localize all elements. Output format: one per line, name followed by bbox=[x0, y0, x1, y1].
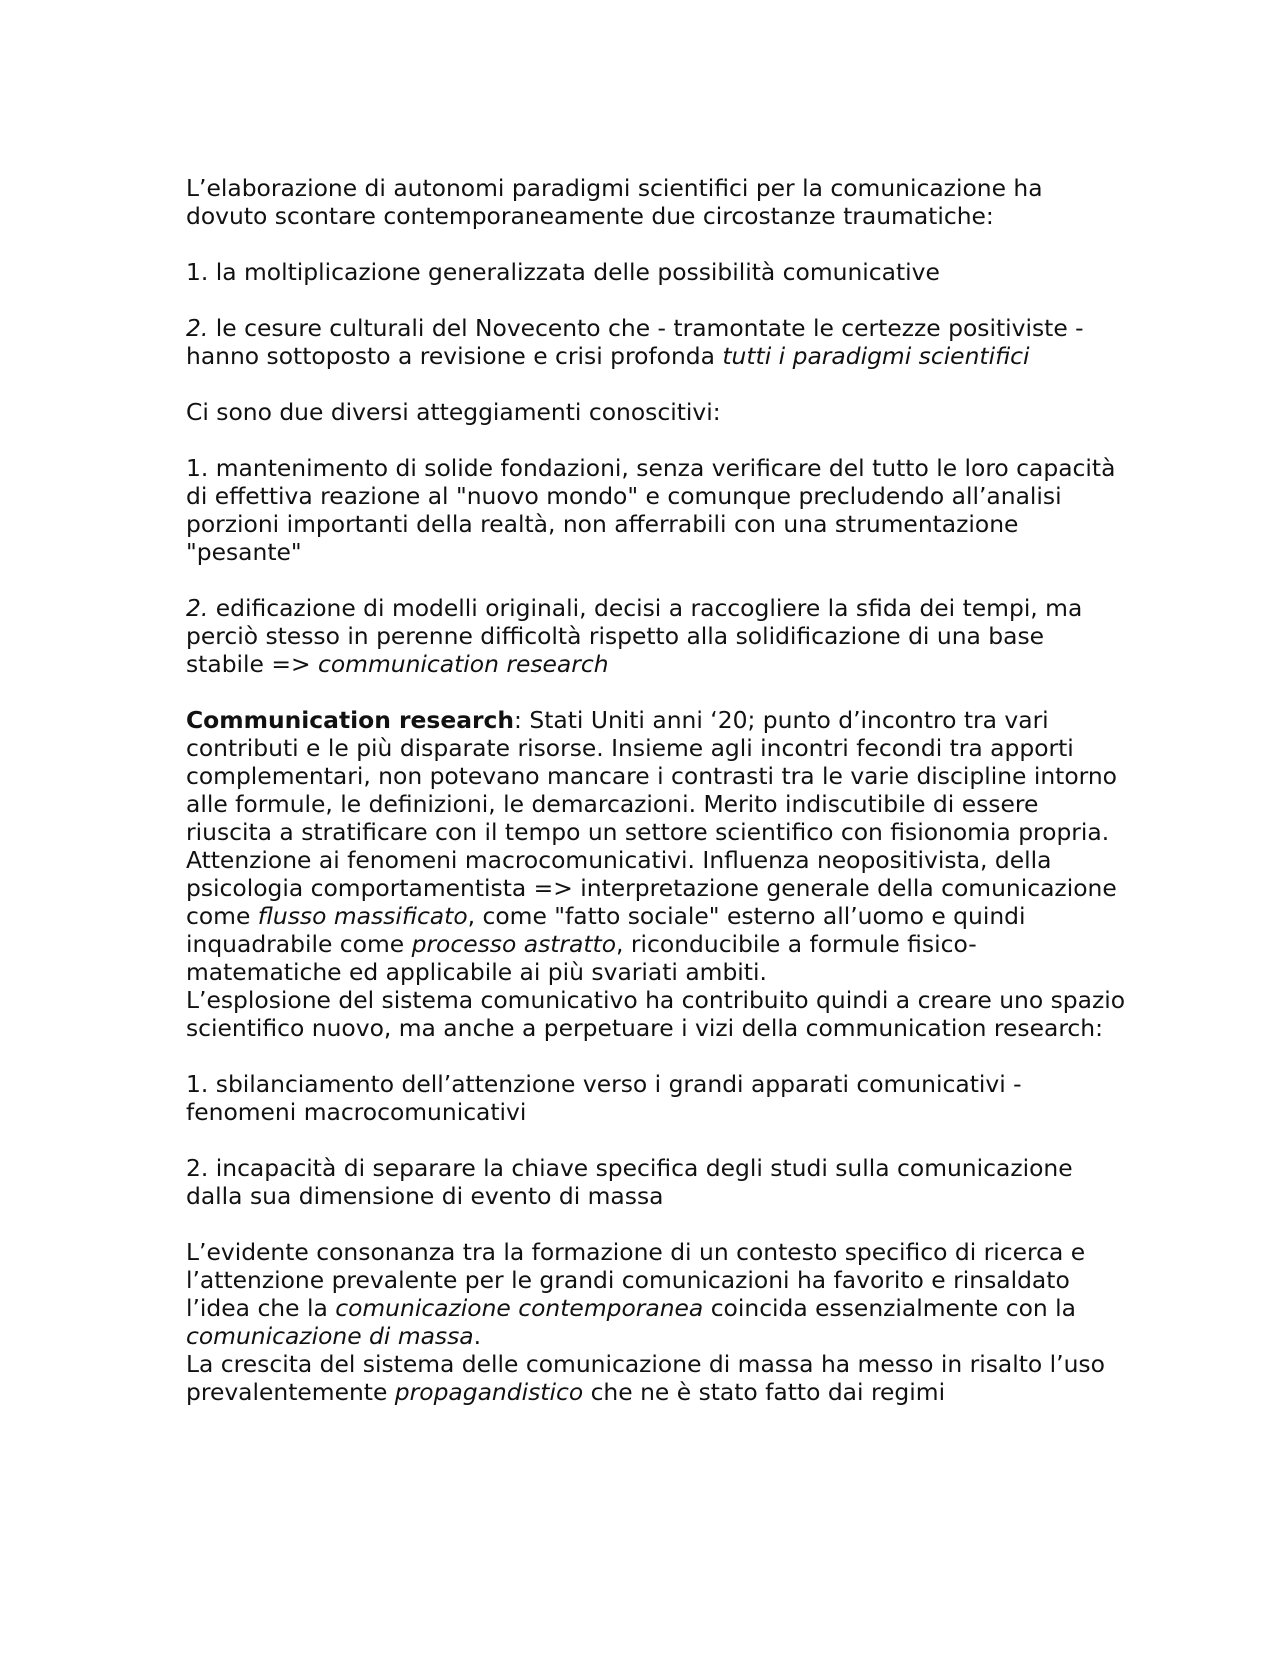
consonance-emphasis-2: comunicazione di massa bbox=[186, 1322, 474, 1350]
list-item-1-text: 1. la moltiplicazione generalizzata delle possibilità comunicative bbox=[186, 258, 940, 286]
communication-research-text-1: : Stati Uniti anni ‘20; punto d’incontro tra vari contributi e le più disparate risorse. Insieme agli incontri fecondi tra apporti complementari, non potevano mancare i contrasti tra le varie discipline intorno alle formule, le definizioni, le demarcazioni. Merito indiscutibile di essere riuscita a stratificare con il tempo un settore scientifico con fisionomia propria. Attenzione ai fenomeni macrocomunicativi. Influenza neopositivista, della psicologia comportamentista => interpretazione generale della comunicazione come bbox=[186, 706, 1117, 930]
attitude-item-1-text: 1. mantenimento di solide fondazioni, senza verificare del tutto le loro capacità di effettiva reazione al "nuovo mondo" e comunque precludendo all’analisi porzioni importanti della realtà, non afferrabili con una strumentazione "pesante" bbox=[186, 454, 1116, 566]
explosion-paragraph bbox=[186, 986, 1126, 1042]
intro-paragraph bbox=[186, 174, 1126, 230]
consonance-text-2: coincida essenzialmente con la bbox=[703, 1294, 1077, 1322]
growth-emphasis: propagandistico bbox=[394, 1378, 584, 1406]
list-item-2 bbox=[186, 314, 1126, 370]
attitudes-heading-text: Ci sono due diversi atteggiamenti conoscitivi: bbox=[186, 398, 721, 426]
consonance-text-3: . bbox=[473, 1322, 482, 1350]
list-item-2-emphasis: tutti i paradigmi scientifici bbox=[722, 342, 1030, 370]
communication-research-emphasis-2: processo astratto bbox=[411, 930, 617, 958]
consonance-emphasis-1: comunicazione contemporanea bbox=[335, 1294, 704, 1322]
consonance-paragraph bbox=[186, 1238, 1126, 1350]
vice-item-2 bbox=[186, 1154, 1126, 1210]
attitude-item-2-emphasis: communication research bbox=[318, 650, 609, 678]
attitude-item-1 bbox=[186, 454, 1126, 566]
communication-research-paragraph bbox=[186, 706, 1126, 986]
list-item-1 bbox=[186, 258, 1126, 286]
growth-text-2: che ne è stato fatto dai regimi bbox=[583, 1378, 946, 1406]
attitudes-heading bbox=[186, 398, 1126, 426]
vice-item-1 bbox=[186, 1070, 1126, 1126]
growth-paragraph bbox=[186, 1350, 1126, 1406]
attitude-item-2-text: edificazione di modelli originali, decisi a raccogliere la sfida dei tempi, ma perciò stesso in perenne difficoltà rispetto alla solidificazione di una base stabile => bbox=[186, 594, 1083, 678]
vice-item-1-text: 1. sbilanciamento dell’attenzione verso i grandi apparati comunicativi - fenomeni macrocomunicativi bbox=[186, 1070, 1022, 1126]
consonance-text-1: L’evidente consonanza tra la formazione di un contesto specifico di ricerca e l’attenzione prevalente per le grandi comunicazioni ha favorito e rinsaldato l’idea che la bbox=[186, 1238, 1086, 1322]
list-item-2-number: 2. bbox=[186, 314, 209, 342]
list-item-2-text: le cesure culturali del Novecento che - tramontate le certezze positiviste - hanno sottoposto a revisione e crisi profonda bbox=[186, 314, 1084, 370]
intro-text: L’elaborazione di autonomi paradigmi scientifici per la comunicazione ha dovuto scontare contemporaneamente due circostanze traumatiche: bbox=[186, 174, 1043, 230]
communication-research-term: Communication research bbox=[186, 706, 515, 734]
attitude-item-2 bbox=[186, 594, 1126, 678]
document-body bbox=[186, 174, 1126, 1406]
attitude-item-2-number: 2. bbox=[186, 594, 209, 622]
communication-research-text-3: , riconducibile a formule fisico-matematiche ed applicabile ai più svariati ambiti. bbox=[186, 930, 977, 986]
communication-research-emphasis-1: flusso massificato bbox=[257, 902, 468, 930]
explosion-text: L’esplosione del sistema comunicativo ha contribuito quindi a creare uno spazio scientifico nuovo, ma anche a perpetuare i vizi della communication research: bbox=[186, 986, 1126, 1042]
growth-text-1: La crescita del sistema delle comunicazione di massa ha messo in risalto l’uso prevalentemente bbox=[186, 1350, 1105, 1406]
communication-research-text-2: , come "fatto sociale" esterno all’uomo e quindi inquadrabile come bbox=[186, 902, 1026, 958]
vice-item-2-text: 2. incapacità di separare la chiave specifica degli studi sulla comunicazione dalla sua dimensione di evento di massa bbox=[186, 1154, 1073, 1210]
